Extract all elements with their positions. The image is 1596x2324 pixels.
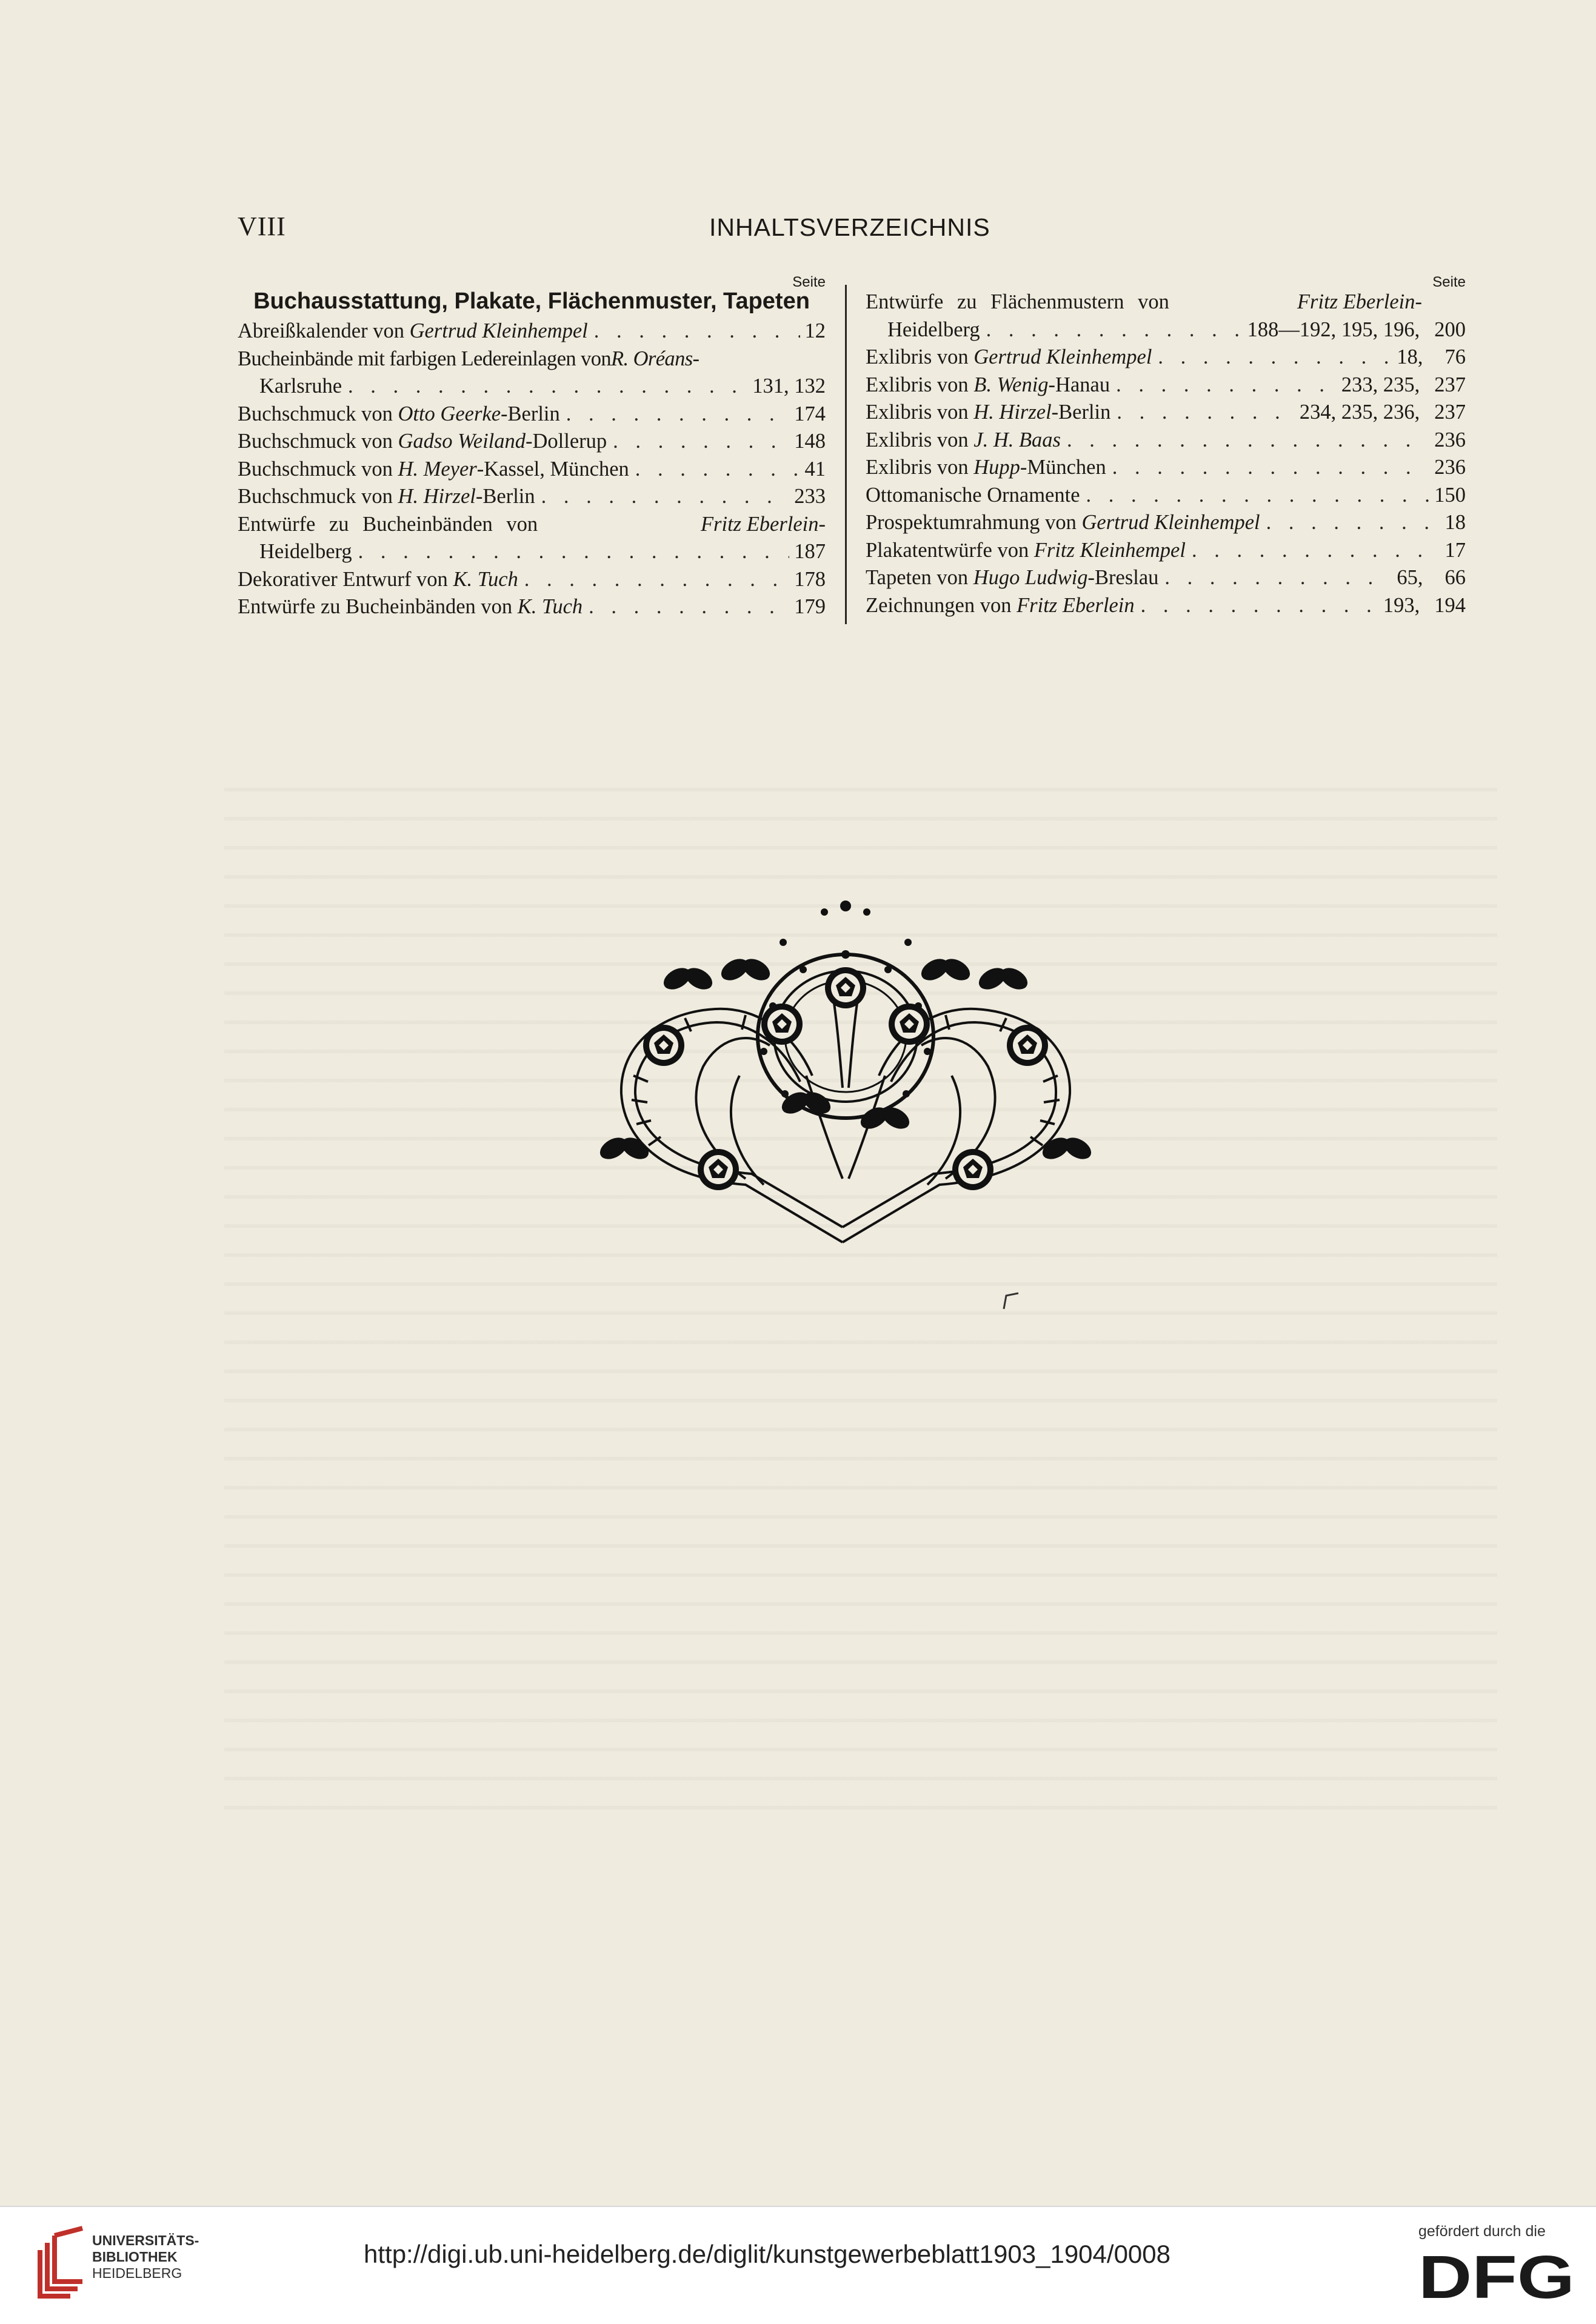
- leader-dots: [613, 428, 789, 456]
- index-entry: Zeichnungen von Fritz Eberlein . . . 193, 194: [866, 592, 1466, 620]
- page-number: VIII: [238, 211, 286, 241]
- page-ref: 41: [804, 457, 826, 481]
- leader-dots: [1266, 509, 1440, 537]
- leader-dots: [1141, 592, 1378, 620]
- artist-name: Gertrud Kleinhempel: [1081, 511, 1260, 534]
- page-ref: 66: [1444, 566, 1466, 589]
- funding-note: gefördert durch die: [1418, 2223, 1546, 2240]
- seite-label: Seite: [1432, 274, 1466, 290]
- page-ref: 76: [1444, 345, 1466, 368]
- index-entry: Ottomanische Ornamente . . . 150: [866, 482, 1466, 510]
- artist-name: Gertrud Kleinhempel: [409, 319, 588, 342]
- library-name: UNIVERSITÄTS- BIBLIOTHEK HEIDELBERG: [92, 2232, 199, 2281]
- dfg-logo-text: DFG: [1418, 2249, 1575, 2302]
- artist-name: Gadso Weiland: [398, 430, 526, 453]
- leader-dots: [1158, 344, 1392, 371]
- leader-dots: [1112, 454, 1430, 482]
- artist-name: H. Hirzel: [973, 401, 1052, 424]
- page-ref: 236: [1434, 456, 1466, 479]
- artist-name: Gertrud Kleinhempel: [973, 345, 1152, 368]
- leader-dots: [524, 566, 789, 594]
- leader-dots: [589, 593, 789, 621]
- index-entry: Exlibris von H. Hirzel-Berlin . . . 234, 235, 236, 237: [866, 399, 1466, 427]
- index-column-left: [238, 274, 826, 621]
- artist-name: H. Meyer: [398, 457, 477, 481]
- index-entry: Exlibris von Gertrud Kleinhempel . . . 18, 76: [866, 344, 1466, 371]
- leader-dots: [1116, 371, 1337, 399]
- page-ref: 193,: [1383, 593, 1420, 617]
- page-ref: 17: [1444, 538, 1466, 562]
- index-entry: Prospektumrahmung von Gertrud Kleinhempel . . . 18: [866, 509, 1466, 537]
- page-ref: 187: [794, 540, 826, 563]
- artist-name: B. Wenig: [973, 373, 1049, 396]
- page-ref: 12: [804, 319, 826, 342]
- seite-label: Seite: [792, 274, 826, 290]
- page-ref: 234, 235, 236,: [1299, 401, 1420, 424]
- index-entry: Exlibris von J. H. Baas . . . 236: [866, 427, 1466, 454]
- index-entry: Buchschmuck von H. Meyer-Kassel, München . . . 41: [238, 456, 826, 484]
- index-entry: Entwürfe zu Flächenmustern von Fritz Eberlein- Heidelberg . . . 188—192, 195, 196, 200: [866, 288, 1466, 344]
- page-ref: 18,: [1397, 345, 1423, 368]
- page-ref: 65,: [1397, 566, 1423, 589]
- page-ref: 148: [794, 430, 826, 453]
- page-ref: 179: [794, 595, 826, 618]
- page-ref: 236: [1434, 428, 1466, 451]
- artist-name: H. Hirzel: [398, 485, 476, 508]
- artist-name: Hugo Ludwig: [973, 566, 1088, 589]
- page-ref: 233: [794, 485, 826, 508]
- leader-dots: [594, 318, 800, 345]
- leader-dots: [1117, 399, 1294, 427]
- artist-name: Fritz Eberlein: [1017, 593, 1135, 617]
- leader-dots: [1067, 427, 1429, 454]
- page-ref: 131, 132: [752, 375, 826, 398]
- page-ref: 150: [1434, 483, 1466, 507]
- index-entry: Dekorativer Entwurf von K. Tuch . . . 178: [238, 566, 826, 594]
- index-entry: Entwürfe zu Bucheinbänden von Fritz Eberlein- Heidelberg . . . 187: [238, 511, 826, 566]
- page-ref: 237: [1434, 401, 1466, 424]
- artist-name: Fritz Kleinhempel: [1033, 538, 1186, 562]
- artist-name: Otto Geerke: [398, 402, 501, 425]
- index-entry: Exlibris von Hupp-München . . . 236: [866, 454, 1466, 482]
- artist-name: Fritz Eberlein-: [700, 512, 826, 536]
- leader-dots: [1164, 564, 1392, 592]
- leader-dots: [635, 456, 800, 484]
- index-entry: Abreißkalender von Gertrud Kleinhempel . . . 12: [238, 318, 826, 345]
- index-entry: Buchschmuck von Otto Geerke-Berlin . . . 174: [238, 401, 826, 428]
- index-entry: Plakatentwürfe von Fritz Kleinhempel . . . 17: [866, 537, 1466, 565]
- leader-dots: [986, 316, 1243, 344]
- leader-dots: [541, 483, 790, 511]
- page-ref: 233, 235,: [1341, 373, 1420, 396]
- pencil-mark: [1000, 1291, 1022, 1313]
- source-url-link[interactable]: http://digi.ub.uni-heidelberg.de/diglit/kunstgewerbeblatt1903_1904/0008: [364, 2240, 1170, 2268]
- index-entry: Entwürfe zu Bucheinbänden von K. Tuch . . . 179: [238, 593, 826, 621]
- artist-name: J. H. Baas: [973, 428, 1061, 451]
- page-ref: 178: [794, 567, 826, 591]
- running-head: INHALTSVERZEICHNIS: [709, 213, 990, 241]
- artist-name: K. Tuch: [453, 567, 518, 591]
- index-entry: Tapeten von Hugo Ludwig-Breslau . . . 65, 66: [866, 564, 1466, 592]
- artist-name: R. Oréans-: [611, 347, 700, 370]
- leader-dots: [566, 401, 789, 428]
- rose-wreath-ornament-icon: [564, 894, 1127, 1245]
- artist-name: Hupp: [973, 456, 1020, 479]
- leader-dots: [1086, 482, 1430, 510]
- page-ref: 200: [1434, 318, 1466, 341]
- section-heading: Buchausstattung, Plakate, Flächenmuster, Tapeten: [253, 288, 810, 314]
- index-entry: Bucheinbände mit farbigen Ledereinlagen von R. Oréans- Karlsruhe . . . 131, 132: [238, 345, 826, 401]
- index-entry: Buchschmuck von H. Hirzel-Berlin . . . 233: [238, 483, 826, 511]
- dfg-logo-icon: [1418, 2249, 1577, 2302]
- page-ref: 188—192, 195, 196,: [1247, 318, 1420, 341]
- artist-name: Fritz Eberlein-: [1297, 290, 1422, 313]
- page-ref: 174: [794, 402, 826, 425]
- index-column-right: [866, 274, 1466, 619]
- index-entry: Buchschmuck von Gadso Weiland-Dollerup . . . 148: [238, 428, 826, 456]
- leader-dots: [358, 538, 790, 566]
- leader-dots: [1192, 537, 1440, 565]
- page-ref: 194: [1434, 593, 1466, 617]
- page-ref: 237: [1434, 373, 1466, 396]
- artist-name: K. Tuch: [517, 595, 583, 618]
- column-divider: [845, 285, 847, 624]
- index-entry: Exlibris von B. Wenig-Hanau . . . 233, 235, 237: [866, 371, 1466, 399]
- page-ref: 18: [1444, 511, 1466, 534]
- ub-heidelberg-logo-icon: [36, 2226, 85, 2299]
- leader-dots: [348, 373, 747, 401]
